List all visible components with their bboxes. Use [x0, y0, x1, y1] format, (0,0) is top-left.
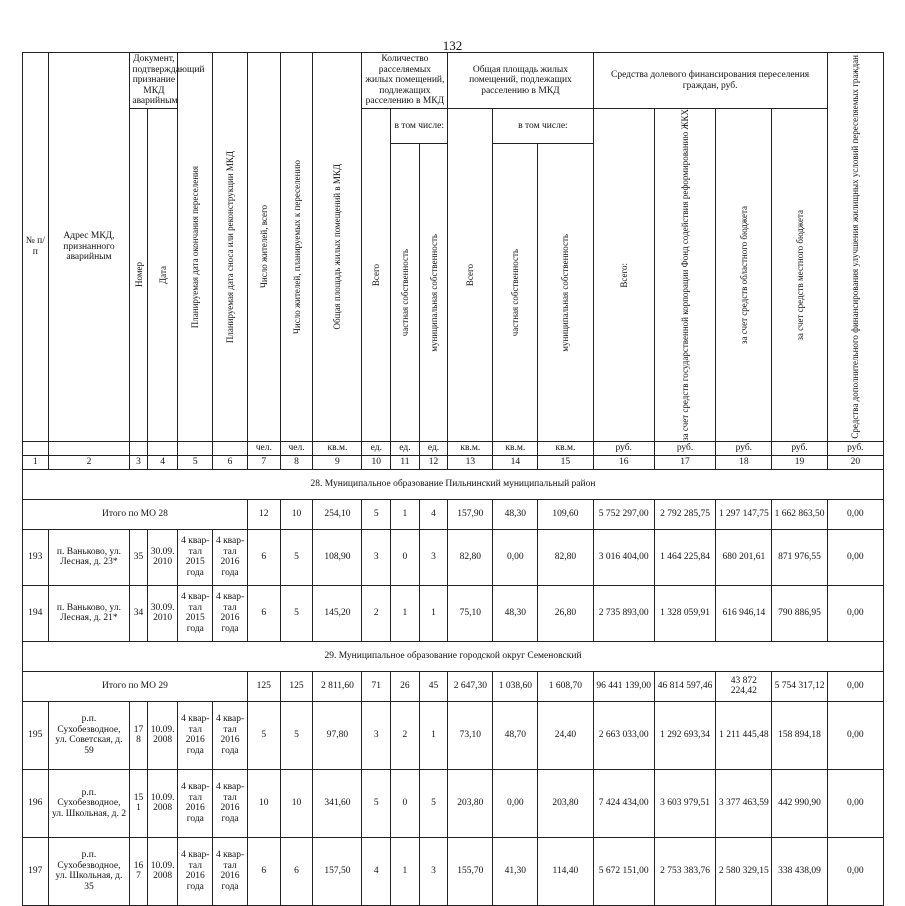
row-value: 2 735 893,00 [593, 585, 654, 641]
row-end-date: 4 квар- тал 2015 года [178, 529, 213, 585]
column-number: 9 [313, 455, 362, 469]
total-value: 2 811,60 [313, 671, 362, 701]
row-doc-number: 17 8 [130, 701, 147, 769]
row-value: 48,70 [493, 701, 538, 769]
total-value: 0,00 [827, 671, 883, 701]
section-total-row [23, 499, 884, 529]
row-value: 114,40 [538, 837, 593, 905]
row-value: 680 201,61 [716, 529, 772, 585]
total-value: 10 [280, 499, 313, 529]
header-area-municipal: муниципальная собственность [560, 233, 571, 352]
total-value: 254,10 [313, 499, 362, 529]
row-demolition-date: 4 квар- тал 2016 года [213, 529, 248, 585]
header-qty-private: частная собственность [399, 248, 410, 337]
row-address: р.п. Сухобезводное, ул. Школьная, д. 2 [48, 769, 130, 837]
row-value: 10 [280, 769, 313, 837]
row-value: 0 [391, 769, 420, 837]
row-value: 155,70 [448, 837, 493, 905]
row-value: 3 [362, 529, 391, 585]
resettlement-table [22, 52, 884, 906]
unit-cell: ед. [419, 441, 448, 455]
section-title: 29. Муниципальное образование городской округ Семеновский [23, 641, 884, 671]
row-value: 3 [419, 529, 448, 585]
row-value: 0,00 [827, 837, 883, 905]
row-demolition-date: 4 квар- тал 2016 года [213, 585, 248, 641]
row-value: 5 [280, 585, 313, 641]
row-demolition-date: 4 квар- тал 2016 года [213, 701, 248, 769]
column-numbers-row [23, 455, 884, 469]
header-area-incl: в том числе: [493, 109, 593, 144]
total-value: 5 754 317,12 [772, 671, 827, 701]
section-title-row [23, 641, 884, 671]
column-number: 17 [654, 455, 715, 469]
row-value: 0,00 [493, 769, 538, 837]
total-value: 1 [391, 499, 420, 529]
row-value: 5 [247, 701, 280, 769]
row-value: 4 [362, 837, 391, 905]
row-value: 871 976,55 [772, 529, 827, 585]
total-value: 0,00 [827, 499, 883, 529]
row-value: 442 990,90 [772, 769, 827, 837]
units-empty-cell [178, 441, 213, 455]
total-value: 125 [247, 671, 280, 701]
row-value: 73,10 [448, 701, 493, 769]
table-row [23, 837, 884, 905]
table-row [23, 585, 884, 641]
row-number: 195 [23, 701, 49, 769]
unit-cell: кв.м. [493, 441, 538, 455]
units-row [23, 441, 884, 455]
header-col1: № п/п [23, 53, 49, 442]
page-number: 132 [442, 38, 463, 53]
header-funds-total: Всего: [618, 262, 629, 288]
row-address: р.п. Сухобезводное, ул. Школьная, д. 35 [48, 837, 130, 905]
row-value: 7 424 434,00 [593, 769, 654, 837]
total-value: 125 [280, 671, 313, 701]
row-end-date: 4 квар- тал 2016 года [178, 769, 213, 837]
row-address: р.п. Сухобезводное, ул. Советская, д. 59 [48, 701, 130, 769]
header-col20: Средства дополнительного финансирования улучшения жилищных условий переселяемых граждан [850, 55, 861, 439]
row-value: 97,80 [313, 701, 362, 769]
row-value: 145,20 [313, 585, 362, 641]
column-number: 2 [48, 455, 130, 469]
row-doc-date: 30.09. 2010 [147, 529, 178, 585]
row-value: 2 663 033,00 [593, 701, 654, 769]
row-value: 82,80 [448, 529, 493, 585]
column-number: 15 [538, 455, 593, 469]
row-number: 194 [23, 585, 49, 641]
column-number: 19 [772, 455, 827, 469]
row-address: п. Ваньково, ул. Лесная, д. 21* [48, 585, 130, 641]
row-value: 5 [419, 769, 448, 837]
unit-cell: руб. [772, 441, 827, 455]
total-value: 46 814 597,46 [654, 671, 715, 701]
row-value: 1 292 693,34 [654, 701, 715, 769]
row-end-date: 4 квар- тал 2015 года [178, 585, 213, 641]
row-value: 3 [419, 837, 448, 905]
column-number: 13 [448, 455, 493, 469]
row-doc-number: 16 7 [130, 837, 147, 905]
column-number: 11 [391, 455, 420, 469]
row-value: 5 672 151,00 [593, 837, 654, 905]
header-col8: Число жителей, планируемых к переселению [291, 159, 302, 334]
row-doc-number: 35 [130, 529, 147, 585]
row-value: 3 016 404,00 [593, 529, 654, 585]
units-empty-cell [147, 441, 178, 455]
total-value: 96 441 139,00 [593, 671, 654, 701]
row-number: 193 [23, 529, 49, 585]
table-row [23, 529, 884, 585]
total-value: 109,60 [538, 499, 593, 529]
row-value: 1 [391, 837, 420, 905]
row-value: 338 438,09 [772, 837, 827, 905]
row-number: 197 [23, 837, 49, 905]
row-value: 108,90 [313, 529, 362, 585]
header-qty-group: Количество расселяемых жилых помещений, подлежащих расселению в МКД [362, 53, 448, 109]
table-row [23, 701, 884, 769]
header-col2: Адрес МКД, признанного аварийным [48, 53, 130, 442]
row-value: 2 [391, 701, 420, 769]
row-demolition-date: 4 квар- тал 2016 года [213, 837, 248, 905]
header-funds-group: Средства долевого финансирования переселения граждан, руб. [593, 53, 827, 109]
column-number: 8 [280, 455, 313, 469]
row-doc-date: 30.09. 2010 [147, 585, 178, 641]
row-value: 24,40 [538, 701, 593, 769]
units-empty-cell [213, 441, 248, 455]
row-value: 41,30 [493, 837, 538, 905]
row-value: 26,80 [538, 585, 593, 641]
row-value: 5 [280, 701, 313, 769]
unit-cell: руб. [716, 441, 772, 455]
column-number: 14 [493, 455, 538, 469]
row-value: 2 580 329,15 [716, 837, 772, 905]
row-value: 10 [247, 769, 280, 837]
column-number: 1 [23, 455, 49, 469]
section-title-row [23, 469, 884, 499]
header-col7: Число жителей, всего [258, 205, 269, 289]
row-value: 48,30 [493, 585, 538, 641]
row-doc-date: 10.09. 2008 [147, 769, 178, 837]
row-doc-number: 15 1 [130, 769, 147, 837]
total-value: 48,30 [493, 499, 538, 529]
total-value: 43 872 224,42 [716, 671, 772, 701]
row-value: 0,00 [827, 701, 883, 769]
unit-cell: кв.м. [313, 441, 362, 455]
column-number: 10 [362, 455, 391, 469]
row-value: 6 [247, 529, 280, 585]
total-value: 1 038,60 [493, 671, 538, 701]
column-number: 20 [827, 455, 883, 469]
header-col6: Планируемая дата сноса или реконструкции МКД [225, 150, 236, 344]
units-empty-cell [23, 441, 49, 455]
unit-cell: руб. [593, 441, 654, 455]
column-number: 3 [130, 455, 147, 469]
row-value: 158 894,18 [772, 701, 827, 769]
row-number: 196 [23, 769, 49, 837]
header-qty-total: Всего [371, 263, 382, 286]
section-title: 28. Муниципальное образование Пильнинский муниципальный район [23, 469, 884, 499]
header-funds-regional: за счет средств областного бюджета [738, 205, 749, 344]
row-value: 1 [419, 585, 448, 641]
row-demolition-date: 4 квар- тал 2016 года [213, 769, 248, 837]
unit-cell: кв.м. [538, 441, 593, 455]
total-value: 4 [419, 499, 448, 529]
row-value: 0,00 [827, 529, 883, 585]
unit-cell: ед. [391, 441, 420, 455]
row-value: 2 [362, 585, 391, 641]
column-number: 7 [247, 455, 280, 469]
row-value: 6 [247, 837, 280, 905]
row-value: 1 [391, 585, 420, 641]
column-number: 16 [593, 455, 654, 469]
row-address: п. Ваньково, ул. Лесная, д. 23* [48, 529, 130, 585]
total-value: 1 297 147,75 [716, 499, 772, 529]
row-value: 6 [280, 837, 313, 905]
total-value: 26 [391, 671, 420, 701]
row-value: 82,80 [538, 529, 593, 585]
total-value: 5 752 297,00 [593, 499, 654, 529]
total-value: 2 792 285,75 [654, 499, 715, 529]
row-value: 3 377 463,59 [716, 769, 772, 837]
row-value: 1 328 059,91 [654, 585, 715, 641]
row-value: 1 211 445,48 [716, 701, 772, 769]
row-value: 0,00 [493, 529, 538, 585]
row-value: 341,60 [313, 769, 362, 837]
header-doc-number: Номер [133, 262, 144, 288]
row-value: 6 [247, 585, 280, 641]
row-value: 0,00 [827, 585, 883, 641]
row-value: 1 [419, 701, 448, 769]
column-number: 18 [716, 455, 772, 469]
row-value: 3 603 979,51 [654, 769, 715, 837]
total-value: 71 [362, 671, 391, 701]
unit-cell: руб. [827, 441, 883, 455]
unit-cell: руб. [654, 441, 715, 455]
total-value: 157,90 [448, 499, 493, 529]
unit-cell: ед. [362, 441, 391, 455]
row-value: 0,00 [827, 769, 883, 837]
column-number: 4 [147, 455, 178, 469]
total-label: Итого по МО 29 [23, 671, 248, 701]
row-end-date: 4 квар- тал 2016 года [178, 701, 213, 769]
header-doc-date: Дата [157, 265, 168, 284]
unit-cell: чел. [247, 441, 280, 455]
row-doc-number: 34 [130, 585, 147, 641]
column-number: 12 [419, 455, 448, 469]
unit-cell: кв.м. [448, 441, 493, 455]
header-col9: Общая площадь жилых помещений в МКД [332, 164, 343, 330]
row-doc-date: 10.09. 2008 [147, 837, 178, 905]
total-value: 5 [362, 499, 391, 529]
row-value: 75,10 [448, 585, 493, 641]
row-value: 2 753 383,76 [654, 837, 715, 905]
total-value: 2 647,30 [448, 671, 493, 701]
section-total-row [23, 671, 884, 701]
row-value: 790 886,95 [772, 585, 827, 641]
row-value: 616 946,14 [716, 585, 772, 641]
total-value: 1 662 863,50 [772, 499, 827, 529]
row-doc-date: 10.09. 2008 [147, 701, 178, 769]
row-value: 5 [362, 769, 391, 837]
total-value: 1 608,70 [538, 671, 593, 701]
header-qty-municipal: муниципальная собственность [428, 233, 439, 352]
row-value: 1 464 225,84 [654, 529, 715, 585]
header-funds-fund: за счет средств государственной корпорации Фонд содействия реформированию ЖКХ [680, 109, 691, 441]
header-area-group: Общая площадь жилых помещений, подлежащих расселению в МКД [448, 53, 593, 109]
header-area-private: частная собственность [510, 248, 521, 337]
row-value: 3 [362, 701, 391, 769]
row-value: 157,50 [313, 837, 362, 905]
units-empty-cell [130, 441, 147, 455]
row-value: 203,80 [448, 769, 493, 837]
row-value: 5 [280, 529, 313, 585]
column-number: 5 [178, 455, 213, 469]
header-doc-group: Документ, подтверждающий признание МКД аварийным [130, 53, 178, 109]
header-col5: Планируемая дата окончания переселения [190, 165, 201, 329]
header-area-total: Всего [465, 263, 476, 286]
total-label: Итого по МО 28 [23, 499, 248, 529]
row-value: 0 [391, 529, 420, 585]
unit-cell: чел. [280, 441, 313, 455]
header-qty-incl: в том числе: [391, 109, 448, 144]
column-number: 6 [213, 455, 248, 469]
table-row [23, 769, 884, 837]
units-empty-cell [48, 441, 130, 455]
total-value: 45 [419, 671, 448, 701]
header-funds-local: за счет средств местного бюджета [794, 209, 805, 341]
row-value: 203,80 [538, 769, 593, 837]
total-value: 12 [247, 499, 280, 529]
row-end-date: 4 квар- тал 2016 года [178, 837, 213, 905]
